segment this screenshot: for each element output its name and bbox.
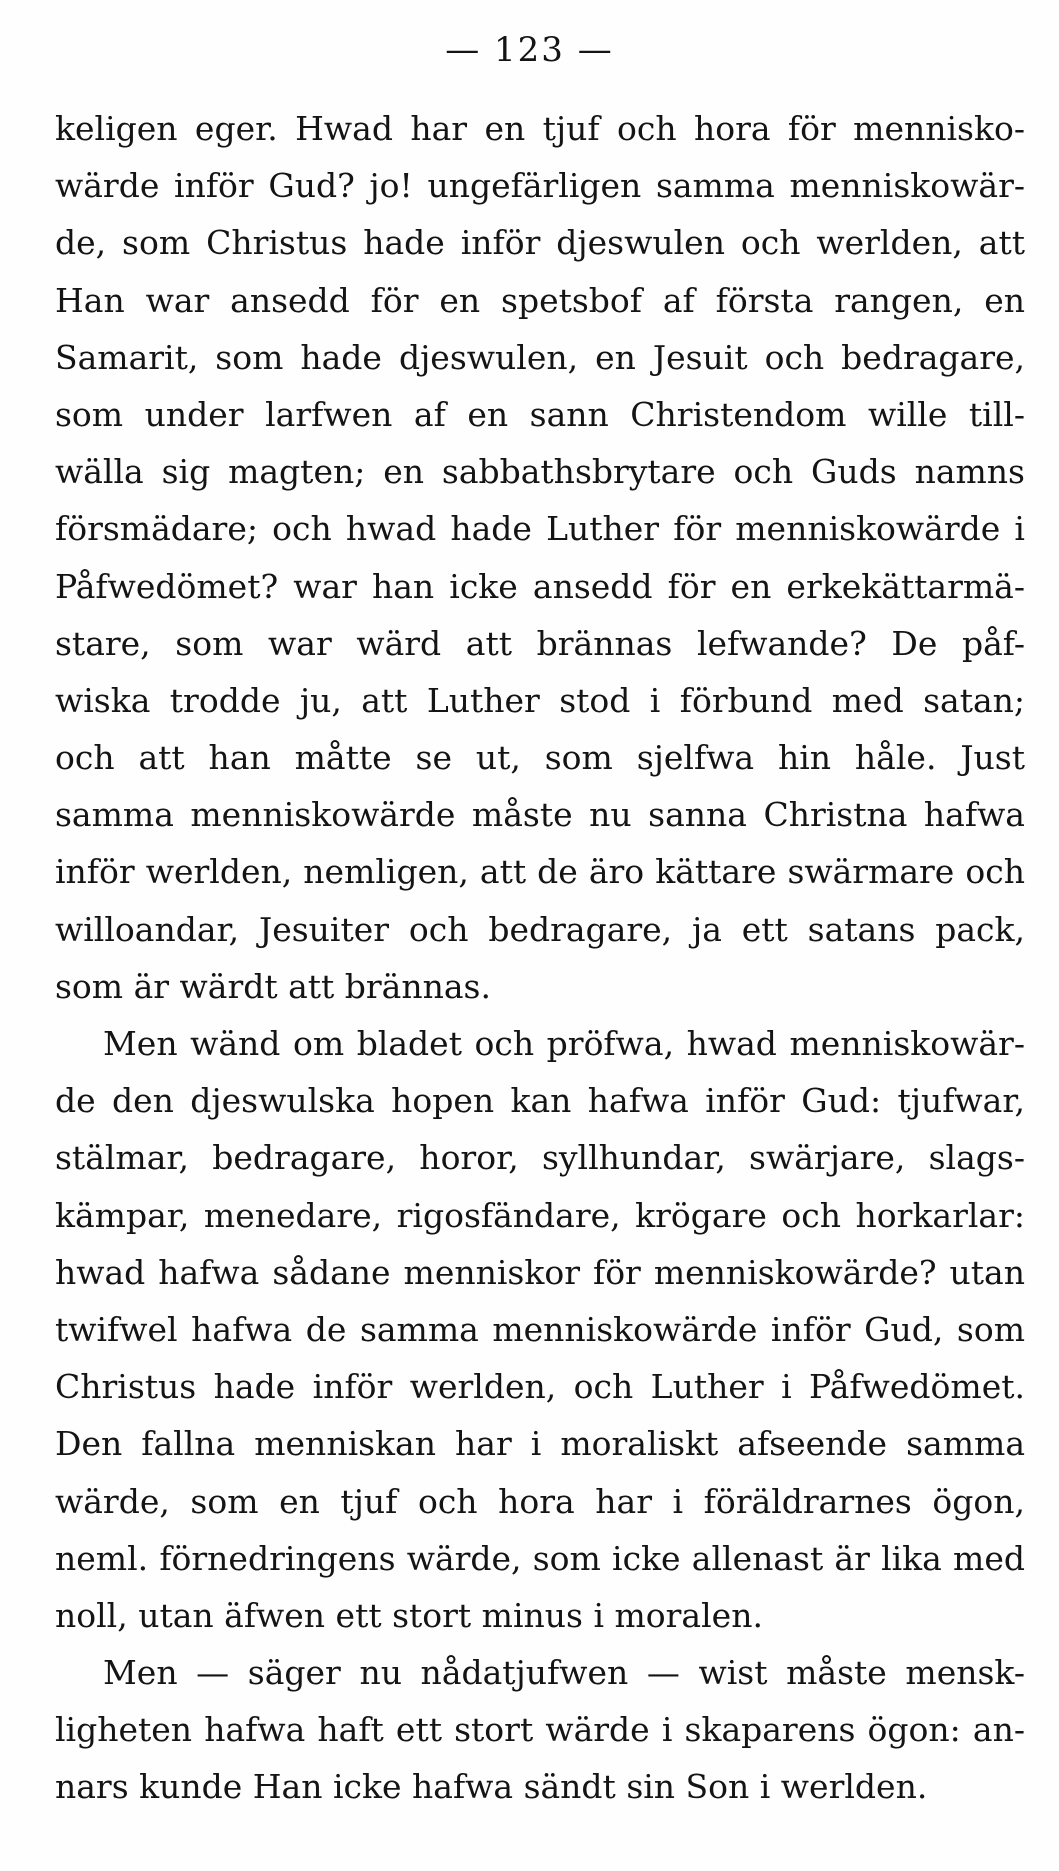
text-line: wärde inför Gud? jo! ungefärligen samma menniskowär- — [55, 166, 1025, 206]
text-line: de den djeswulska hopen kan hafwa inför Gud: tjufwar, — [55, 1081, 1025, 1121]
text-line: som är wärdt att brännas. — [55, 966, 491, 1006]
text-line: Samarit, som hade djeswulen, en Jesuit och bedragare, — [55, 337, 1025, 377]
text-line: wiska trodde ju, att Luther stod i förbund med satan; — [55, 680, 1025, 720]
text-line: försmädare; och hwad hade Luther för menniskowärde i — [55, 509, 1025, 549]
text-line: samma menniskowärde måste nu sanna Christna hafwa — [55, 795, 1025, 835]
text-line: kämpar, menedare, rigosfändare, krögare och horkarlar: — [55, 1195, 1025, 1235]
page-number: — 123 — — [445, 30, 614, 70]
text-line: Den fallna menniskan har i moraliskt afseende samma — [55, 1424, 1025, 1464]
text-line: och att han måtte se ut, som sjelfwa hin håle. Just — [55, 738, 1025, 778]
text-line: nars kunde Han icke hafwa sändt sin Son i werlden. — [55, 1767, 928, 1807]
text-line: Christus hade inför werlden, och Luther i Påfwedömet. — [55, 1367, 1025, 1407]
text-line: neml. förnedringens wärde, som icke allenast är lika med — [55, 1538, 1025, 1578]
text-line: stare, som war wärd att brännas lefwande? De påf- — [55, 623, 1025, 663]
text-line: som under larfwen af en sann Christendom wille till- — [55, 394, 1025, 434]
text-line: Men wänd om bladet och pröfwa, hwad menniskowär- — [103, 1024, 1025, 1063]
text-line: wälla sig magten; en sabbathsbrytare och Guds namns — [55, 452, 1025, 492]
text-line: wärde, som en tjuf och hora har i föräldrarnes ögon, — [55, 1481, 1025, 1521]
text-line: inför werlden, nemligen, att de äro kättare swärmare och — [55, 852, 1025, 892]
text-line: Påfwedömet? war han icke ansedd för en erkekättarmä- — [55, 566, 1025, 606]
text-line: de, som Christus hade inför djeswulen och werlden, att — [55, 223, 1025, 263]
text-line: ligheten hafwa haft ett stort wärde i skaparens ögon: an- — [55, 1710, 1025, 1750]
text-line: keligen eger. Hwad har en tjuf och hora för mennisko- — [55, 109, 1025, 148]
text-line: hwad hafwa sådane menniskor för menniskowärde? utan — [55, 1252, 1025, 1292]
text-line: stälmar, bedragare, horor, syllhundar, swärjare, slags- — [55, 1138, 1025, 1178]
text-line: willoandar, Jesuiter och bedragare, ja ett satans pack, — [55, 909, 1025, 949]
text-line: Han war ansedd för en spetsbof af första rangen, en — [55, 280, 1025, 320]
body-text — [55, 100, 1025, 1816]
text-line: noll, utan äfwen ett stort minus i moralen. — [55, 1595, 763, 1635]
text-line: twifwel hafwa de samma menniskowärde inför Gud, som — [55, 1309, 1025, 1349]
text-line: Men — säger nu nådatjufwen — wist måste mensk- — [103, 1653, 1025, 1693]
